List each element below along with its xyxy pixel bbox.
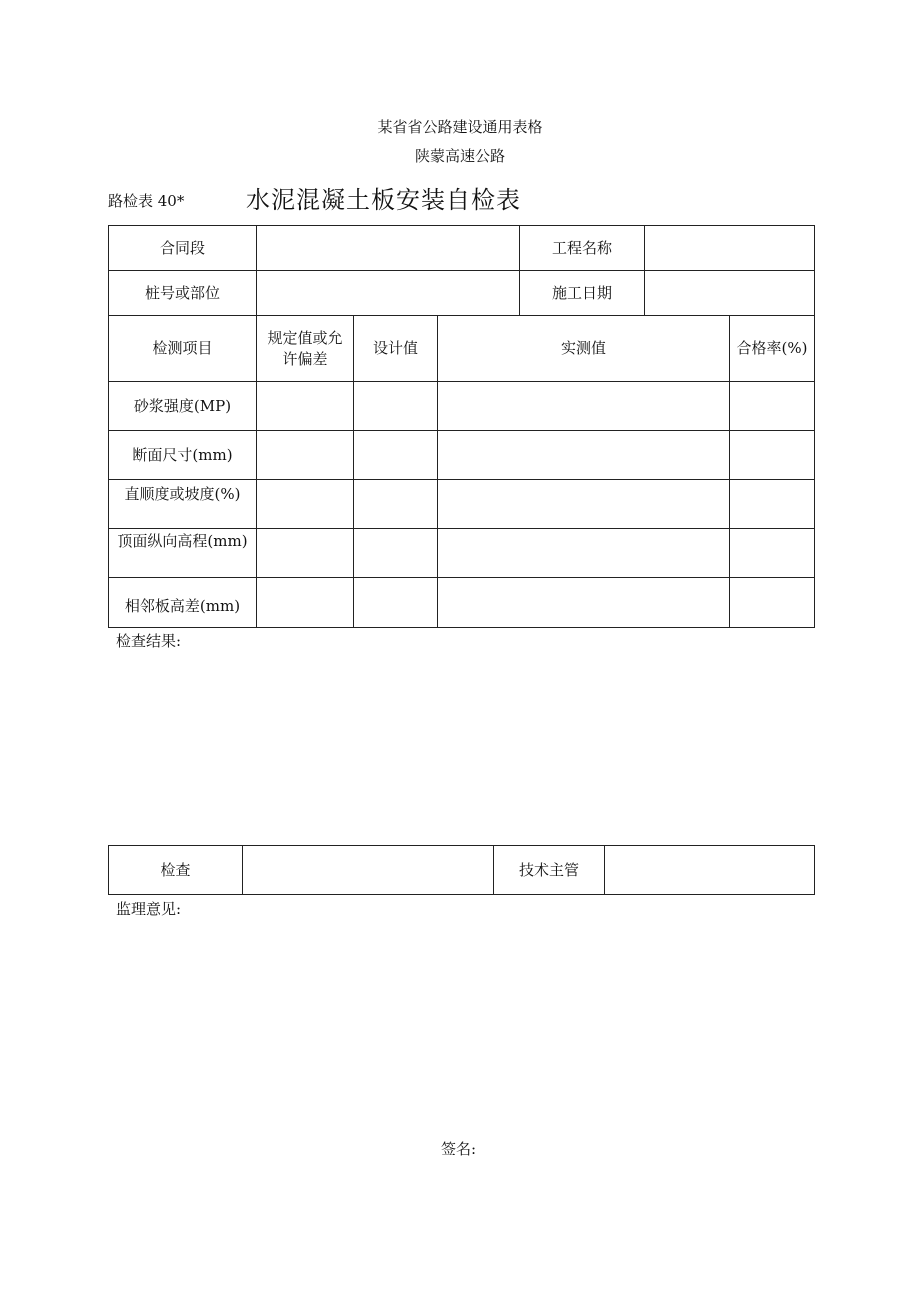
item-name: 相邻板高差(mm) bbox=[109, 578, 257, 628]
item-design[interactable] bbox=[354, 382, 438, 431]
form-title: 水泥混凝土板安装自检表 bbox=[246, 186, 521, 214]
table-row bbox=[109, 431, 815, 480]
item-spec[interactable] bbox=[257, 529, 354, 578]
item-design[interactable] bbox=[354, 480, 438, 529]
info-row bbox=[109, 226, 815, 271]
tech-lead-value[interactable] bbox=[605, 846, 815, 895]
construction-date-value[interactable] bbox=[645, 271, 815, 316]
item-pass-rate[interactable] bbox=[730, 431, 815, 480]
inspector-label: 检查 bbox=[109, 846, 243, 895]
info-row bbox=[109, 271, 815, 316]
col-header-item: 检测项目 bbox=[109, 316, 257, 382]
table-row bbox=[109, 480, 815, 529]
item-design[interactable] bbox=[354, 431, 438, 480]
col-header-spec: 规定值或允许偏差 bbox=[257, 316, 354, 382]
contract-section-value[interactable] bbox=[257, 226, 520, 271]
item-design[interactable] bbox=[354, 529, 438, 578]
table-row bbox=[109, 382, 815, 431]
tech-lead-label: 技术主管 bbox=[494, 846, 605, 895]
item-measured[interactable] bbox=[438, 529, 730, 578]
construction-date-label: 施工日期 bbox=[520, 271, 645, 316]
item-name: 直顺度或坡度(%) bbox=[109, 480, 257, 529]
col-header-pass-rate: 合格率(%) bbox=[730, 316, 815, 382]
signature-label: 签名: bbox=[441, 1140, 477, 1158]
col-header-design: 设计值 bbox=[354, 316, 438, 382]
table-row bbox=[109, 578, 815, 628]
item-spec[interactable] bbox=[257, 480, 354, 529]
column-header-row bbox=[109, 316, 815, 382]
station-location-label: 桩号或部位 bbox=[109, 271, 257, 316]
item-spec[interactable] bbox=[257, 382, 354, 431]
item-spec[interactable] bbox=[257, 578, 354, 628]
inspection-table bbox=[108, 225, 815, 628]
form-code: 路检表 40* bbox=[108, 192, 185, 210]
item-name: 砂浆强度(MP) bbox=[109, 382, 257, 431]
item-measured[interactable] bbox=[438, 431, 730, 480]
item-name: 顶面纵向高程(mm) bbox=[109, 529, 257, 578]
station-location-value[interactable] bbox=[257, 271, 520, 316]
item-pass-rate[interactable] bbox=[730, 529, 815, 578]
item-measured[interactable] bbox=[438, 382, 730, 431]
item-pass-rate[interactable] bbox=[730, 578, 815, 628]
item-spec[interactable] bbox=[257, 431, 354, 480]
item-measured[interactable] bbox=[438, 480, 730, 529]
org-title: 某省省公路建设通用表格 bbox=[377, 118, 543, 136]
item-measured[interactable] bbox=[438, 578, 730, 628]
inspector-value[interactable] bbox=[243, 846, 494, 895]
table-row bbox=[109, 529, 815, 578]
project-name-label: 工程名称 bbox=[520, 226, 645, 271]
item-pass-rate[interactable] bbox=[730, 382, 815, 431]
signoff-row bbox=[109, 846, 815, 895]
road-name: 陕蒙高速公路 bbox=[414, 147, 505, 165]
item-design[interactable] bbox=[354, 578, 438, 628]
col-header-measured: 实测值 bbox=[438, 316, 730, 382]
item-name: 断面尺寸(mm) bbox=[109, 431, 257, 480]
project-name-value[interactable] bbox=[645, 226, 815, 271]
supervisor-opinion-label: 监理意见: bbox=[116, 900, 182, 918]
inspection-result-label: 检查结果: bbox=[116, 632, 182, 650]
contract-section-label: 合同段 bbox=[109, 226, 257, 271]
signoff-table bbox=[108, 845, 815, 895]
item-pass-rate[interactable] bbox=[730, 480, 815, 529]
